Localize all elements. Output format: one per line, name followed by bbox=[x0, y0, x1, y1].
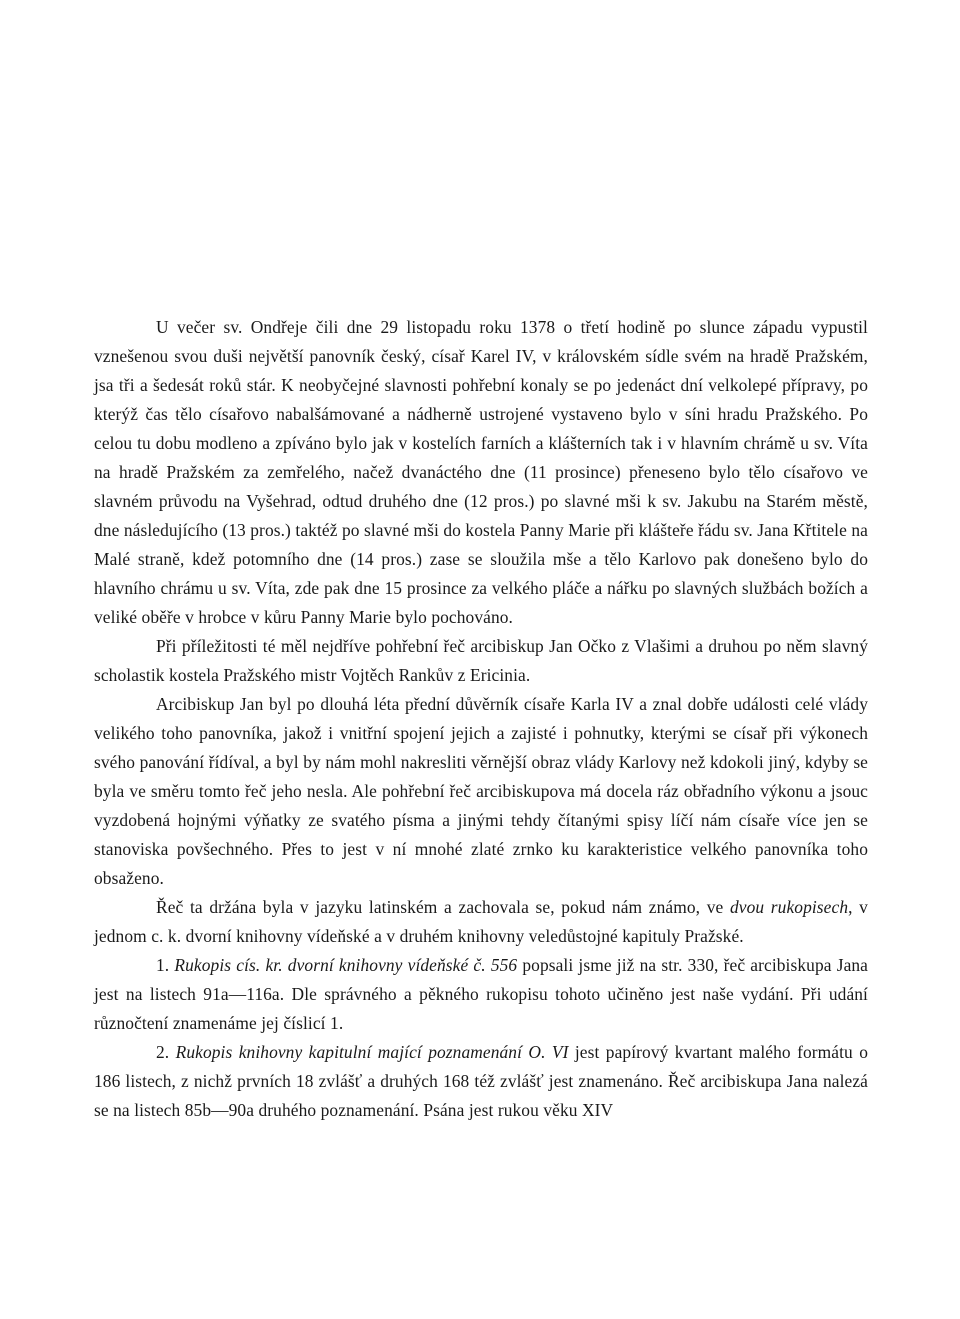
paragraph-manuscript-1 bbox=[94, 951, 868, 1038]
italic-text: Rukopis knihovny kapitulní mající poznamenání O. VI bbox=[175, 1042, 569, 1062]
paragraph-archbishop-jan: Arcibiskup Jan byl po dlouhá léta přední důvěrník císaře Karla IV a znal dobře události celé vlády velikého toho panovníka, jakož i vnitřní spojení jejich a zajisté i pohnutky, kterými se císař při výkonech svého panování řídíval, a byl by nám mohl nakresliti věrnější obraz vlády Karlovy než kdokoli jiný, kdyby se byla ve směru tomto řeč jeho nesla. Ale pohřební řeč arcibiskupova má docela ráz obřadního výkonu a jsouc vyzdobená hojnými výňatky ze svatého písma a jinými tehdy čítanými spisy líčí nám císaře více jen se stanoviska povšechného. Přes to jest v ní mnohé zlaté zrnko ku karakteristice velkého panovníka toho obsaženo. bbox=[94, 694, 868, 888]
document-page bbox=[94, 313, 868, 1125]
paragraph-manuscripts-intro bbox=[94, 893, 868, 951]
text-run: popsali jsme již na str. 330, řeč arcibiskupa Jana jest na listech 91a—116a. Dle správného a pěkného rukopisu tohoto učiněno jest naše vydání. Při udání různočtení znamenáme jej číslicí 1. bbox=[94, 955, 868, 1033]
text-run: jest papírový kvartant malého formátu o 186 listech, z nichž prvních 18 zvlášť a druhých 168 též zvlášť jest znamenáno. Řeč arcibiskupa Jana nalezá se na listech 85b—90a druhého poznamenání. Psána jest rukou věku XIV bbox=[94, 1042, 868, 1120]
paragraph-funeral-account: U večer sv. Ondřeje čili dne 29 listopadu roku 1378 o třetí hodině po slunce západu vypustil vznešenou svou duši největší panovník český, císař Karel IV, v královském sídle svém na hradě Pražském, jsa tři a šedesát roků stár. K neobyčejné slavnosti pohřební konaly se po jedenáct dní velkolepé přípravy, po kterýž čas tělo císařovo nabalšámované a nádherně ustrojené vystaveno bylo v síni hradu Pražského. Po celou tu dobu modleno a zpíváno bylo jak v kostelích farních a klášterních tak i v hlavním chrámě u sv. Víta na hradě Pražském za zemřelého, načež dvanáctého dne (11 prosince) přeneseno bylo tělo císařovo ve slavném průvodu na Vyšehrad, odtud druhého dne (12 pros.) po slavné mši k sv. Jakubu na Starém městě, dne následujícího (13 pros.) taktéž po slavné mši do kostela Panny Marie při klášteře řádu sv. Jana Křtitele na Malé straně, kdež potomního dne (14 pros.) zase se sloužila mše a tělo Karlovo pak donešeno bylo do hlavního chrámu u sv. Víta, zde pak dne 15 prosince za velkého pláče a nářku po slavných službách božích a veliké oběře v hrobce v kůru Panny Marie bylo pochováno. bbox=[94, 317, 868, 627]
text-run: Řeč ta držána byla v jazyku latinském a zachovala se, pokud nám známo, ve bbox=[156, 897, 730, 917]
text-run: , v jednom c. k. dvorní knihovny vídeňské a v druhém knihovny veledůstojné kapituly Pražské. bbox=[94, 897, 868, 946]
text-run: 1. bbox=[156, 955, 175, 975]
italic-text: dvou rukopisech bbox=[729, 897, 849, 917]
paragraph-funeral-speeches: Při příležitosti té měl nejdříve pohřební řeč arcibiskup Jan Očko z Vlašimi a druhou po něm slavný scholastik kostela Pražského mistr Vojtěch Rankův z Ericinia. bbox=[94, 636, 868, 685]
text-run: 2. bbox=[156, 1042, 176, 1062]
paragraph-manuscript-2 bbox=[94, 1038, 868, 1125]
italic-text: Rukopis cís. kr. dvorní knihovny vídeňské č. 556 bbox=[174, 955, 518, 975]
